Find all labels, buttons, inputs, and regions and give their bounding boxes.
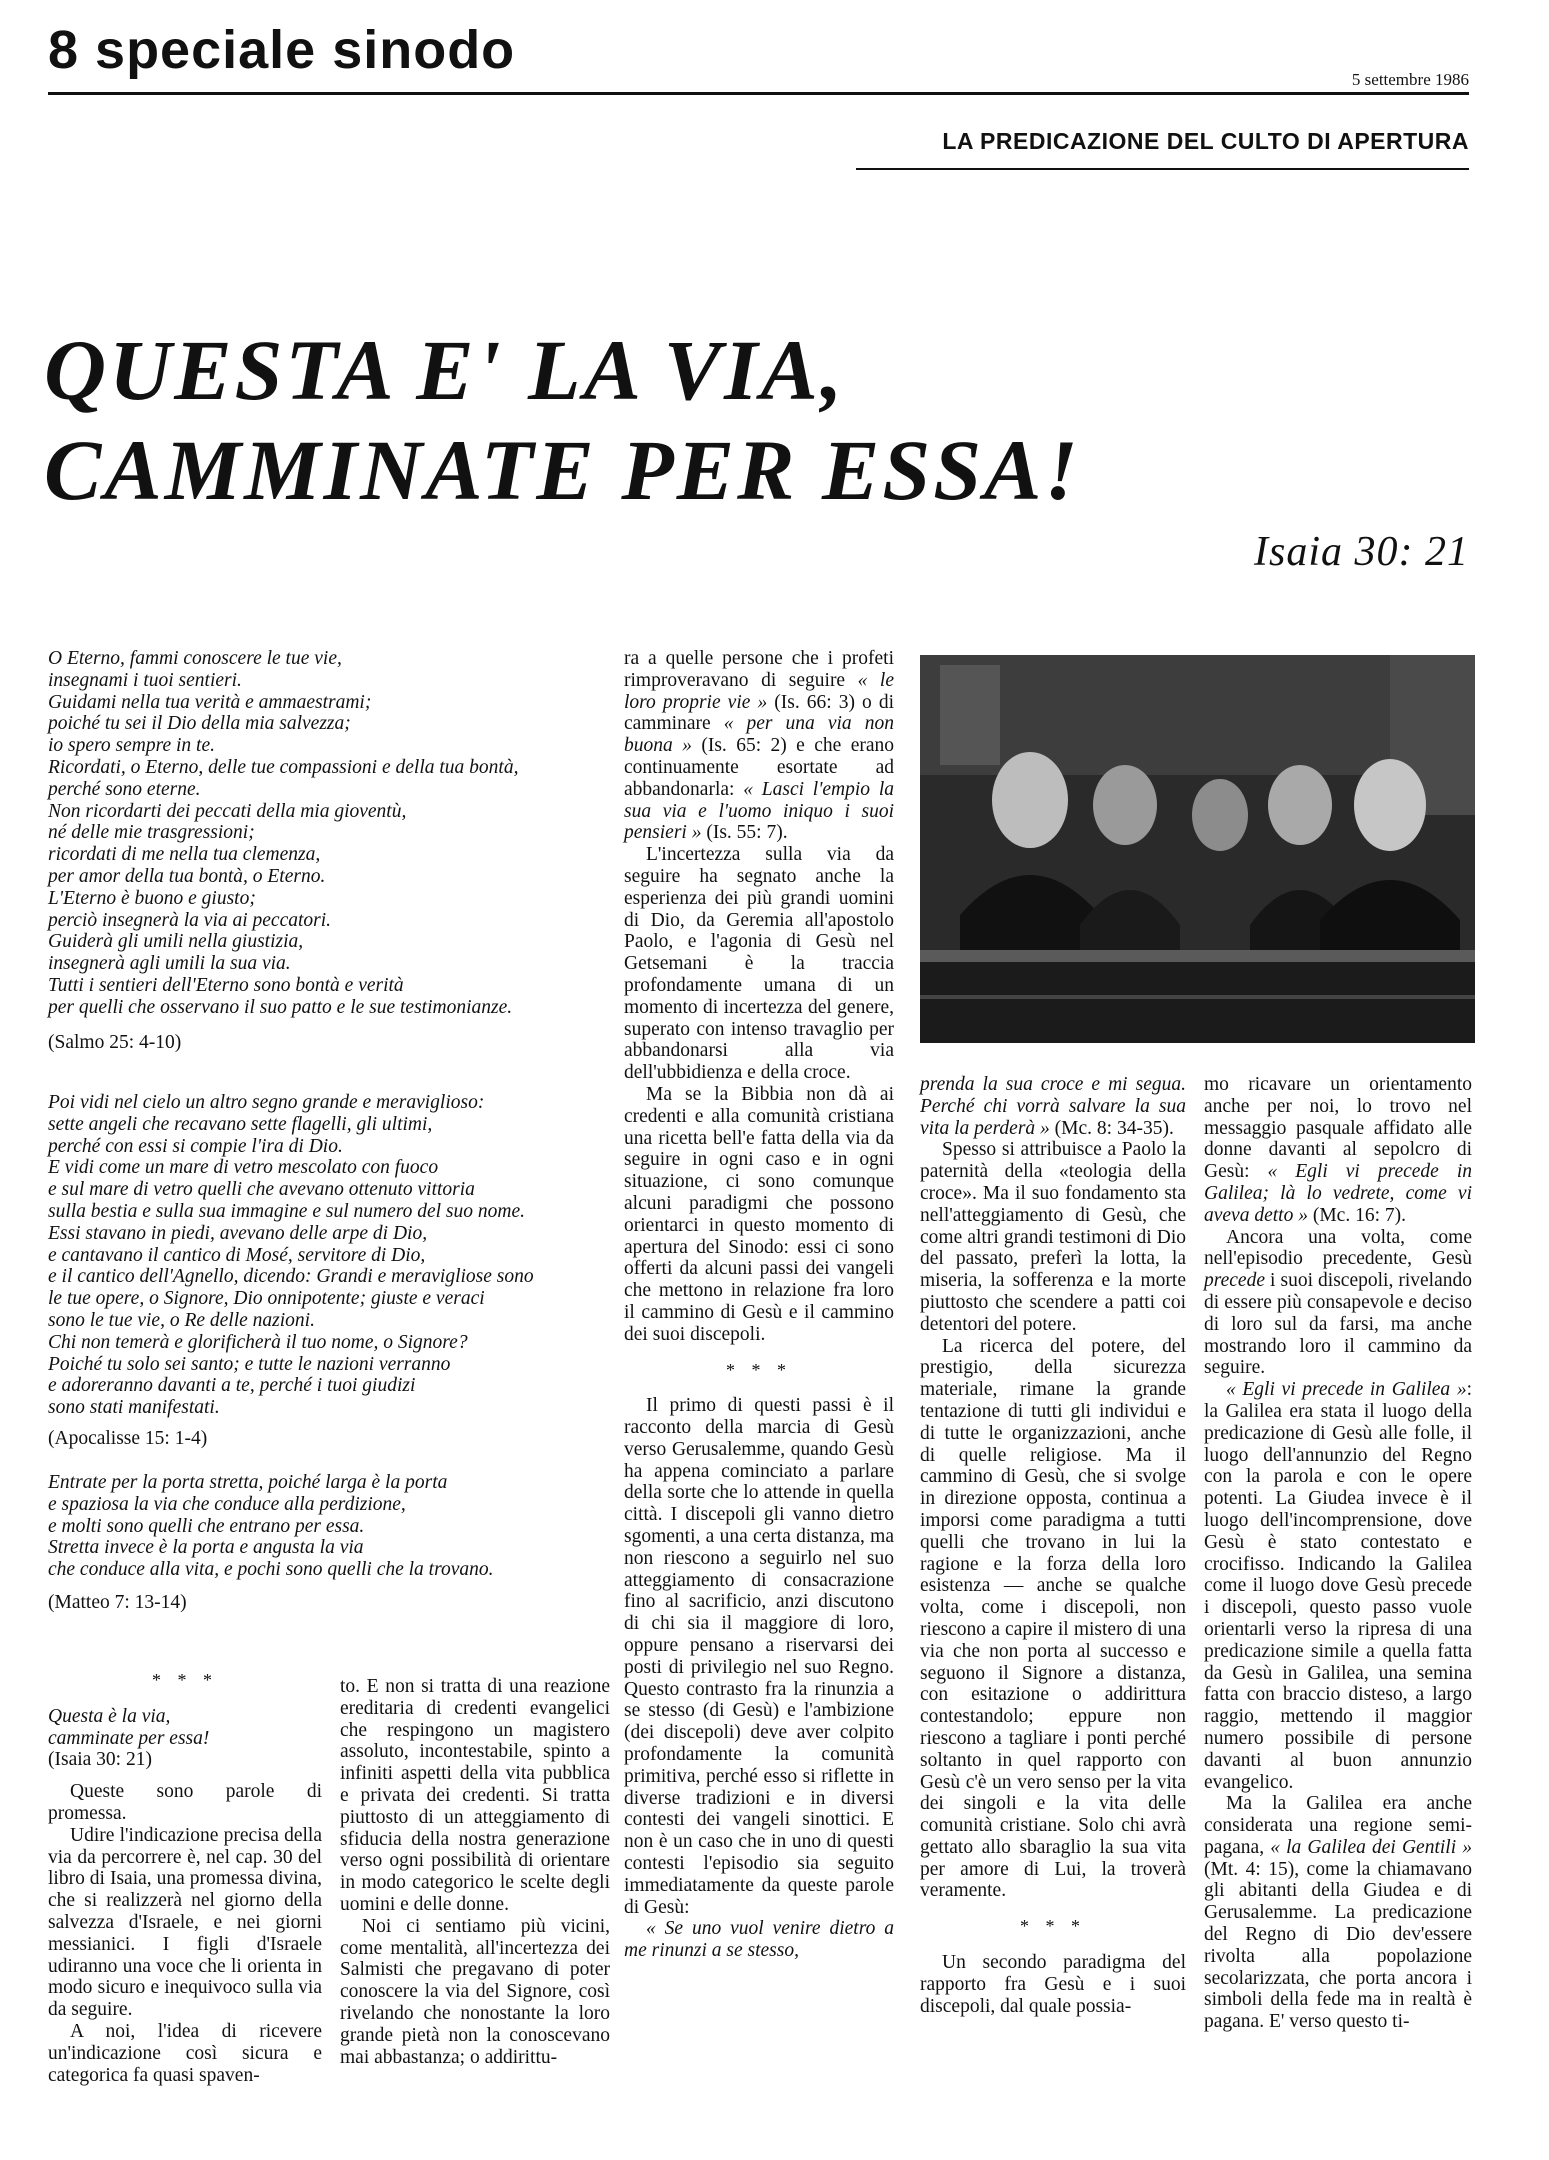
quote-line: e sul mare di vetro quelli che avevano ottenuto vittoria [48, 1179, 475, 1201]
quote-line: L'Eterno è buono e giusto; [48, 887, 256, 909]
quote-line: Essi stavano in piedi, avevano delle arpe di Dio, [48, 1222, 428, 1244]
quote-line: perché con essi si compie l'ira di Dio. [48, 1135, 343, 1157]
paragraph: Queste sono parole di promessa. [48, 1781, 322, 1824]
quote-line: sono le tue vie, o Re delle nazioni. [48, 1309, 315, 1331]
epigraph-line-2: camminate per essa! [48, 1727, 210, 1749]
quote-line: insegnerà agli umili la sua via. [48, 953, 291, 975]
quote-line: Guiderà gli umili nella giustizia, [48, 931, 304, 953]
paragraph: Udire l'indicazione precisa della via da percorrere è, nel cap. 30 del libro di Isaia, una promessa divina, che si realizzerà nel giorno della salvezza d'Israele, e nei giorni messianici. I figli d'Israele udiranno una voce che li orienta in modo sicuro e inequivoco sulla via da seguire. [48, 1824, 322, 2021]
paragraph: to. E non si tratta di una reazione ereditaria di credenti evangelici che respingono un magistero assoluto, incontestabile, spinto a infiniti aspetti della vita pubblica e privata dei credenti. Si tratta piuttosto di un atteggiamento di sfiducia della nostra generazione verso ogni possibilità di orientare in modo categorico le scelte degli uomini e delle donne. [340, 1676, 610, 1915]
quote-line: sono stati manifestati. [48, 1397, 220, 1419]
paragraph: mo ricavare un orientamento anche per noi, lo trovo nel messaggio pasquale affidato alle donne davanti al sepolcro di Gesù: « Egli vi precede in Galilea; là lo vedrete, come vi aveva detto » (Mc. 16: 7). [1204, 1074, 1472, 1226]
quote-line: Tutti i sentieri dell'Eterno sono bontà e verità [48, 974, 404, 996]
section-title: LA PREDICAZIONE DEL CULTO DI APERTURA [942, 128, 1469, 154]
section-rule [856, 168, 1469, 170]
quote-line: e molti sono quelli che entrano per essa. [48, 1515, 365, 1537]
paragraph: Ma se la Bibbia non dà ai credenti e alla comunità cristiana una ricetta bell'e fatta della via da seguire in ogni caso e in ogni situazione, ci sono comunque alcuni paradigmi che possono orientarci in questo momento di apertura del Sinodo: essi ci sono offerti da alcuni passi dei vangeli che mettono in relazione fra loro il cammino di Gesù e il cammino dei suoi discepoli. [624, 1083, 894, 1345]
paragraph: Ancora una volta, come nell'episodio precedente, Gesù precede i suoi discepoli, rivelando di essere più consapevole e deciso di loro sul da farsi, ma anche mostrando loro il cammino da seguire. [1204, 1226, 1472, 1379]
quote-line: per amor della tua bontà, o Eterno. [48, 865, 326, 887]
paragraph: Spesso si attribuisce a Paolo la paternità della «teologia della croce». Ma il suo fondamento sta nell'atteggiamento di Gesù, che come altri grandi testimoni di Dio del passato, preferì la lotta, la miseria, la sofferenza e la morte piuttosto che scendere a patti coi detentori del potere. [920, 1139, 1186, 1335]
quote-line: sulla bestia e sulla sua immagine e sul numero del suo nome. [48, 1200, 525, 1222]
quote-matthew-citation: (Matteo 7: 13-14) [48, 1592, 187, 1613]
epigraph-line-1: Questa è la via, [48, 1705, 171, 1727]
quote-line: e adoreranno davanti a te, perché i tuoi giudizi [48, 1375, 416, 1397]
quote-line: e cantavano il cantico di Mosé, servitore di Dio, [48, 1244, 426, 1266]
quote-line: né delle mie trasgressioni; [48, 822, 255, 844]
photo-congregation [920, 655, 1475, 1043]
separator: * * * [1020, 1916, 1086, 1937]
quote-line: sette angeli che recavano sette flagelli, gli ultimi, [48, 1113, 433, 1135]
masthead-rule [48, 92, 1469, 95]
quote-revelation-citation: (Apocalisse 15: 1-4) [48, 1428, 208, 1449]
article-column-4 [920, 1074, 1186, 2017]
masthead: 8 speciale sinodo [48, 20, 516, 80]
quote-line: Entrate per la porta stretta, poiché larga è la porta [48, 1472, 448, 1493]
paragraph: « Se uno vuol venire dietro a me rinunzi a se stesso, [624, 1918, 894, 1962]
quote-line: O Eterno, fammi conoscere le tue vie, [48, 648, 342, 669]
paragraph: La ricerca del potere, del prestigio, della sicurezza materiale, rimane la grande tentazione di tutti gli individui e di tutte le organizzazioni, anche di quelle religiose. Ma il cammino di Gesù, che si svolge in direzione opposta, continua a imporsi come paradigma a tutti quelli che trovano in lui la ragione e la forza della loro esistenza — anche se qualche volta, come i discepoli, non riescono a capire il mistero di una via che non porta al successo e seguono il Signore a distanza, con esitazione o addirittura contestandolo; eppure non riescono a tagliare i ponti perché soltanto in quel rapporto con Gesù c'è un vero senso per la vita dei singoli e la vita delle comunità cristiane. Solo chi avrà gettato allo sbaraglio la sua vita per amore di Lui, la troverà veramente. [920, 1335, 1186, 1902]
photo-image [920, 655, 1475, 1043]
paragraph: Il primo di questi passi è il racconto della marcia di Gesù verso Gerusalemme, quando Gesù ha appena cominciato a parlare della sorte che lo attende in quella città. I discepoli gli vanno dietro sgomenti, a una certa distanza, ma non riescono a seguirlo nel suo atteggiamento di consacrazione fino al sacrificio, anzi discutono di chi sia il maggiore di loro, oppure pensano a riservarsi dei posti di privilegio nel suo Regno. Questo contrasto fra la rinunzia a se stesso (di Gesù) e l'ambizione (dei discepoli) deve aver colpito profondamente la comunità primitiva, perché esso si riflette in diverse tradizioni e in diversi contesti dei vangeli sinottici. E non è un caso che in uno di questi contesti l'episodio sia seguito immediatamente da queste parole di Gesù: [624, 1395, 894, 1918]
article-column-5 [1204, 1074, 1472, 2033]
quote-line: per quelli che osservano il suo patto e le sue testimonianze. [48, 996, 513, 1018]
quote-line: Ricordati, o Eterno, delle tue compassioni e della tua bontà, [48, 756, 519, 778]
paragraph: Noi ci sentiamo più vicini, come mentalità, all'incertezza dei Salmisti che pregavano di poter conoscere la via del Signore, così rivelando che nonostante la loro grande pietà non la conoscevano mai abbastanza; o addirittu- [340, 1915, 610, 2068]
quote-matthew [48, 1472, 608, 1581]
quote-line: perciò insegnerà la via ai peccatori. [48, 909, 332, 931]
headline-line-1: QUESTA E' LA VIA, [44, 322, 846, 418]
paragraph: prenda la sua croce e mi segua. Perché chi vorrà salvare la sua vita la perderà » (Mc. 8: 34-35). [920, 1074, 1186, 1139]
paragraph: A noi, l'idea di ricevere un'indicazione così sicura e categorica fa quasi spaven- [48, 2020, 322, 2086]
quote-line: poiché tu sei il Dio della mia salvezza; [48, 713, 351, 735]
separator: * * * [152, 1670, 218, 1690]
separator: * * * [726, 1359, 792, 1380]
quote-psalm [48, 648, 608, 1019]
quote-line: insegnami i tuoi sentieri. [48, 669, 242, 691]
headline-line-2: CAMMINATE PER ESSA! [44, 422, 1081, 518]
quote-line: ricordati di me nella tua clemenza, [48, 844, 321, 866]
issue-date: 5 settembre 1986 [1351, 70, 1469, 89]
quote-revelation [48, 1092, 608, 1419]
headline [44, 320, 1081, 520]
paragraph: ra a quelle persone che i profeti rimproveravano di seguire « le loro proprie vie » (Is. 66: 3) o di camminare « per una via non buona » (Is. 65: 2) e che erano continuamente esortate ad abbandonarla: « Lasci l'empio la sua via e l'uomo iniquo i suoi pensieri » (Is. 55: 7). [624, 648, 895, 844]
headline-reference: Isaia 30: 21 [1254, 529, 1469, 575]
quote-line: Guidami nella tua verità e ammaestrami; [48, 691, 372, 713]
article-column-1 [48, 1656, 322, 2086]
quote-line: e il cantico dell'Agnello, dicendo: Grandi e meravigliose sono [48, 1266, 534, 1288]
epigraph-reference: (Isaia 30: 21) [48, 1749, 152, 1771]
quote-line: Non ricordarti dei peccati della mia gioventù, [48, 800, 407, 822]
quote-line: le tue opere, o Signore, Dio onnipotente; giuste e veraci [48, 1288, 485, 1310]
quote-line: Poiché tu solo sei santo; e tutte le nazioni verranno [48, 1353, 451, 1375]
article-column-3 [624, 648, 894, 1962]
quote-line: io spero sempre in te. [48, 735, 215, 757]
quote-line: Stretta invece è la porta e angusta la via [48, 1537, 364, 1559]
quote-line: che conduce alla vita, e pochi sono quelli che la trovano. [48, 1559, 494, 1581]
article-column-2 [340, 1676, 610, 2068]
quote-line: Chi non temerà e glorificherà il tuo nome, o Signore? [48, 1331, 468, 1353]
paragraph: « Egli vi precede in Galilea »: la Galilea era stata il luogo della predicazione di Gesù alle folle, il luogo dell'annunzio del Regno con la parola e con le opere potenti. La Giudea invece è il luogo dell'incomprensione, dove Gesù è stato contestato e crocifisso. Indicando la Galilea come il luogo dove Gesù precede i discepoli, questo passo vuole orientarli verso la ripresa di una predicazione simile a quella fatta da Gesù in Galilea, una semina fatta con braccio disteso, a largo raggio, mettendo il maggior numero possibile di persone davanti al buon annunzio evangelico. [1204, 1379, 1472, 1793]
quote-line: E vidi come un mare di vetro mescolato con fuoco [48, 1157, 439, 1179]
paragraph: Ma la Galilea era anche considerata una regione semi-pagana, « la Galilea dei Gentili » (Mt. 4: 15), come la chiamavano gli abitanti della Giudea e di Gerusalemme. La predicazione del Regno di Dio dev'essere rivolta alla popolazione secolarizzata, che porta ancora i simboli della fede ma in realtà è pagana. E' verso questo ti- [1204, 1793, 1472, 2033]
quote-line: Poi vidi nel cielo un altro segno grande e meraviglioso: [48, 1092, 485, 1113]
quote-psalm-citation: (Salmo 25: 4-10) [48, 1032, 182, 1053]
quote-line: e spaziosa la via che conduce alla perdizione, [48, 1493, 406, 1515]
quote-line: perché sono eterne. [48, 778, 201, 800]
paragraph: L'incertezza sulla via da seguire ha segnato anche la esperienza dei più grandi uomini di Dio, da Geremia all'apostolo Paolo, e l'agonia di Gesù nel Getsemani è la traccia profondamente umana di un momento di incertezza del genere, superato con intenso travaglio per abbandonarsi alla via dell'ubbidienza e della croce. [624, 844, 894, 1084]
paragraph: Un secondo paradigma del rapporto fra Gesù e i suoi discepoli, dal quale possia- [920, 1952, 1186, 2017]
